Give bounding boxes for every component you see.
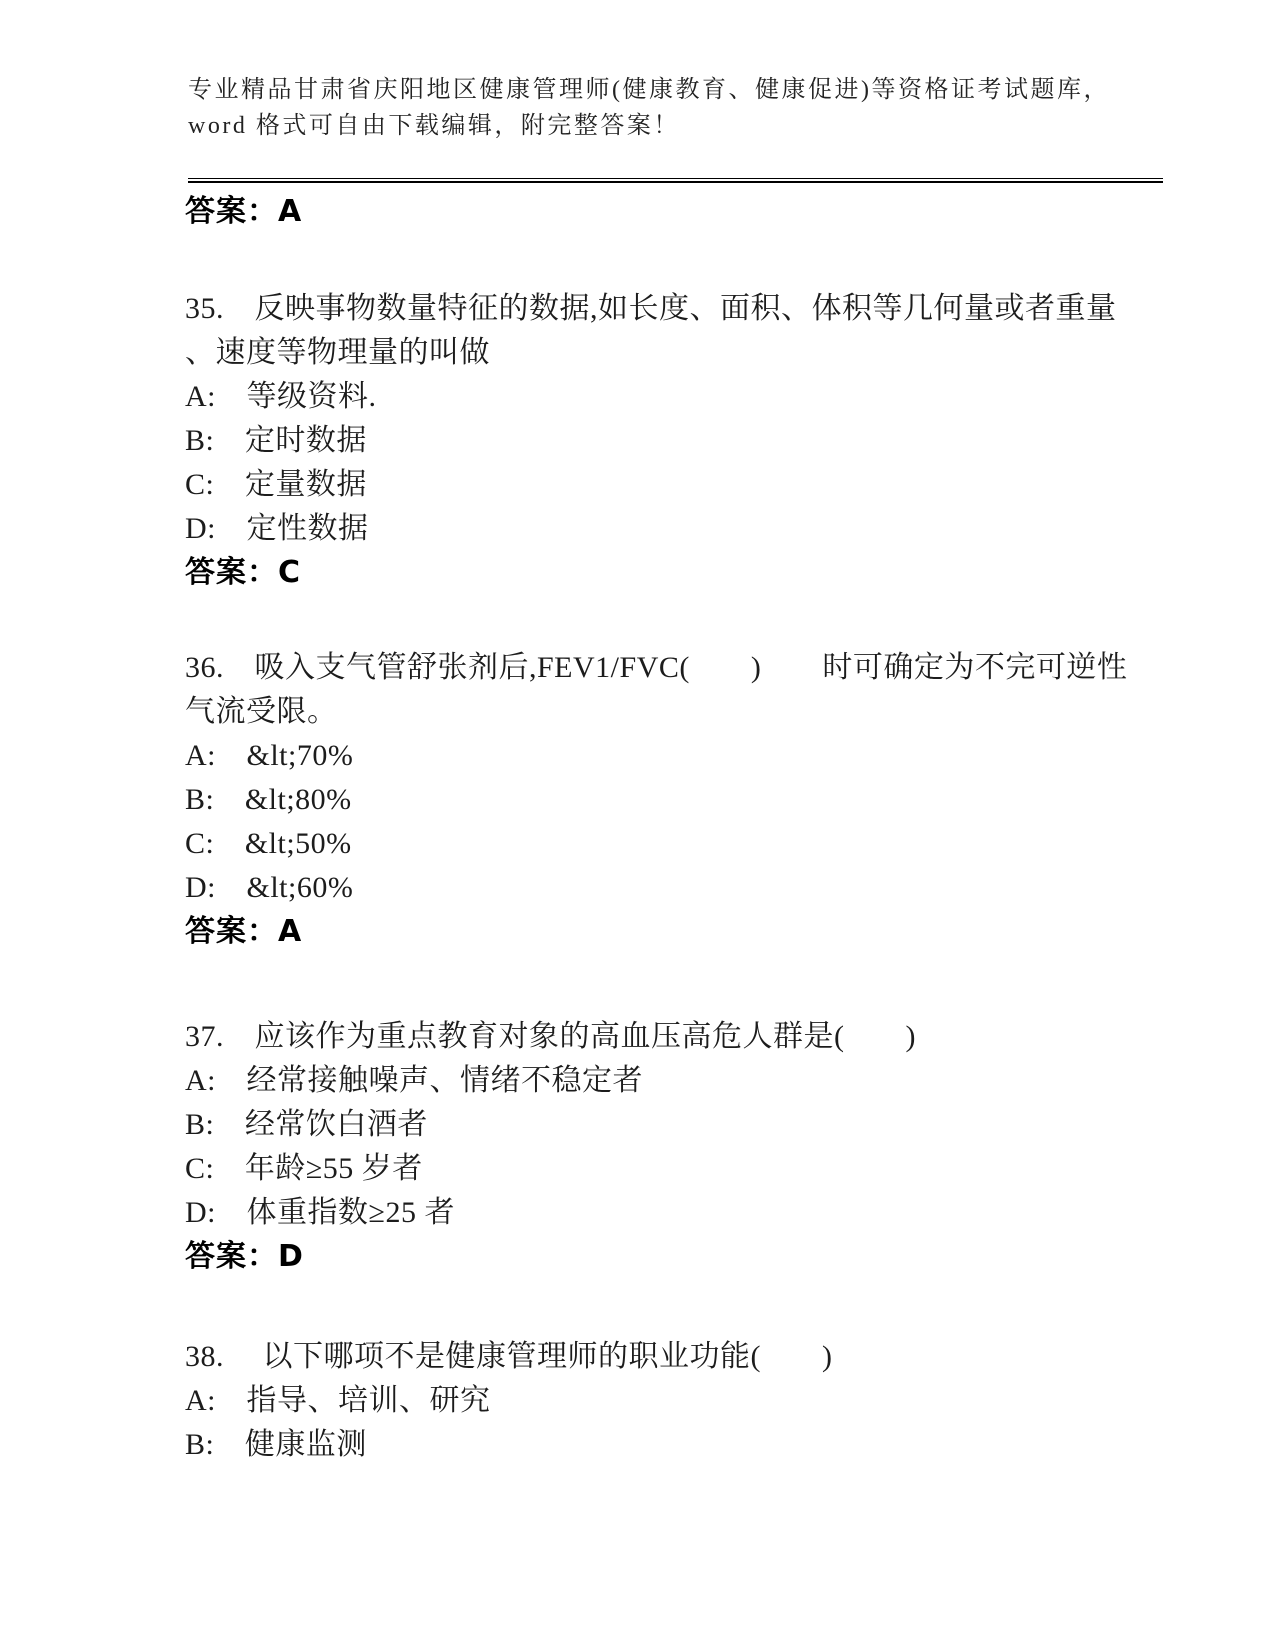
question-37-block	[185, 1015, 1195, 1279]
header-divider-rule	[188, 178, 1163, 183]
question-35-option-d: D: 定性数据	[185, 512, 369, 545]
page-header	[188, 72, 1208, 144]
question-37-option-a: A: 经常接触噪声、情绪不稳定者	[185, 1064, 643, 1097]
header-line-2: word 格式可自由下载编辑，附完整答案！	[188, 113, 680, 139]
question-37-option-b: B: 经常饮白酒者	[185, 1108, 428, 1141]
question-35-option-b: B: 定时数据	[185, 424, 367, 457]
question-36-option-b: B: &lt;80%	[185, 783, 352, 816]
question-35-option-a: A: 等级资料.	[185, 380, 377, 413]
answer-line-q35: 答案：C	[185, 555, 302, 590]
question-36-option-d: D: &lt;60%	[185, 871, 354, 904]
question-35-text-line-1: 35. 反映事物数量特征的数据,如长度、面积、体积等几何量或者重量	[185, 292, 1117, 325]
question-37-option-d: D: 体重指数≥25 者	[185, 1196, 455, 1229]
question-36-block	[185, 646, 1195, 954]
question-35-block	[185, 287, 1195, 595]
question-36-option-c: C: &lt;50%	[185, 827, 352, 860]
question-37-option-c: C: 年龄≥55 岁者	[185, 1152, 423, 1185]
answer-line-q36: 答案：A	[185, 914, 303, 949]
question-38-text-line-1: 38. 以下哪项不是健康管理师的职业功能( )	[185, 1340, 833, 1373]
question-38-block	[185, 1335, 1195, 1467]
question-36-text-line-2: 气流受限。	[185, 695, 338, 728]
header-line-1: 专业精品甘肃省庆阳地区健康管理师(健康教育、健康促进)等资格证考试题库，	[188, 77, 1110, 103]
question-38-option-b: B: 健康监测	[185, 1428, 367, 1461]
question-36-option-a: A: &lt;70%	[185, 739, 354, 772]
question-38-option-a: A: 指导、培训、研究	[185, 1384, 491, 1417]
question-37-text-line-1: 37. 应该作为重点教育对象的高血压高危人群是( )	[185, 1020, 916, 1053]
document-content	[185, 190, 1195, 1467]
question-35-text-line-2: 、速度等物理量的叫做	[185, 336, 490, 369]
answer-line-q37: 答案：D	[185, 1239, 304, 1274]
question-36-text-line-1: 36. 吸入支气管舒张剂后,FEV1/FVC( ) 时可确定为不完可逆性	[185, 651, 1128, 684]
question-35-option-c: C: 定量数据	[185, 468, 367, 501]
answer-line-q34: 答案：A	[185, 194, 303, 229]
